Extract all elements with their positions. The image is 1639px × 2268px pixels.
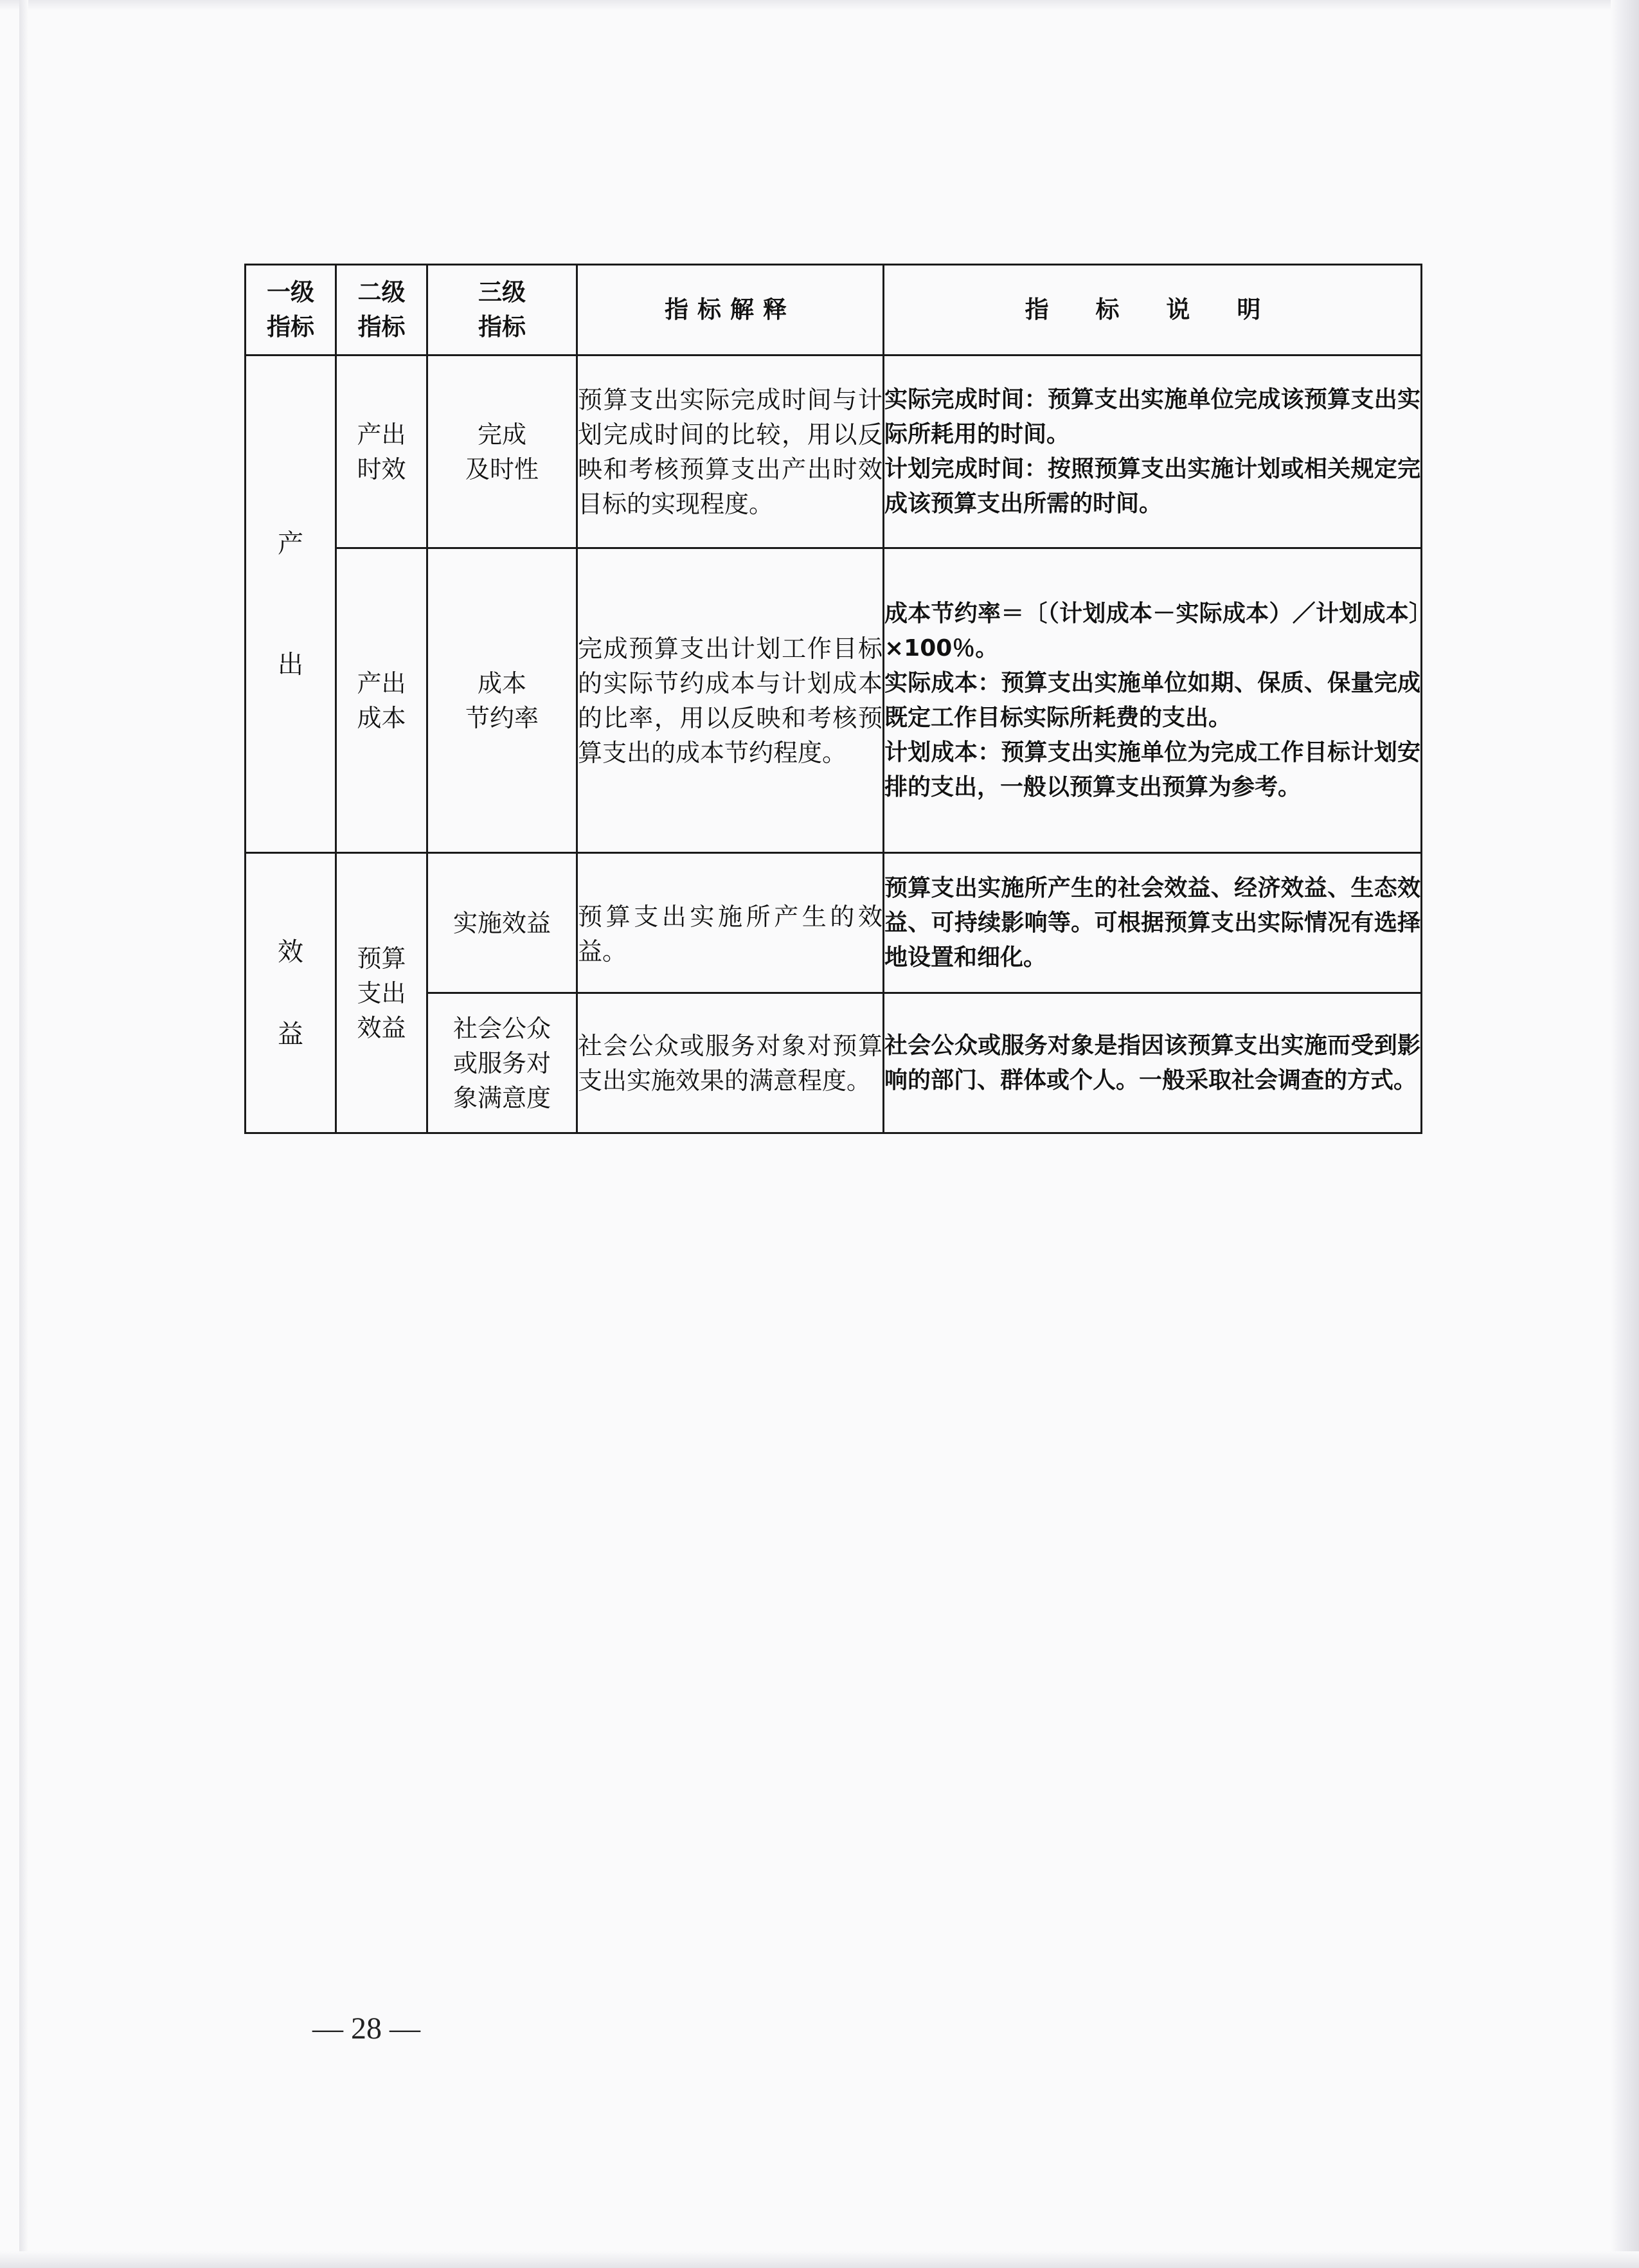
level2-timeliness: 产出 时效 bbox=[336, 356, 427, 548]
table-row-timeliness bbox=[246, 356, 1422, 548]
level3-implementation-benefit: 实施效益 bbox=[427, 853, 577, 993]
table-row-implementation-benefit bbox=[246, 853, 1422, 993]
table-row-cost bbox=[246, 548, 1422, 853]
performance-indicator-table bbox=[244, 264, 1422, 1134]
interpretation-satisfaction: 社会公众或服务对象对预算支出实施效果的满意程度。 bbox=[577, 993, 884, 1133]
explanation-implementation-benefit: 预算支出实施所产生的社会效益、经济效益、生态效益、可持续影响等。可根据预算支出实际情况有选择地设置和细化。 bbox=[884, 853, 1422, 993]
explanation-cost: 成本节约率＝〔（计划成本－实际成本）／计划成本〕×100％。 实际成本：预算支出实施单位如期、保质、保量完成既定工作目标实际所耗费的支出。 计划成本：预算支出实施单位为完成工作目标计划安排的支出，一般以预算支出预算为参考。 bbox=[884, 548, 1422, 853]
level3-satisfaction: 社会公众 或服务对 象满意度 bbox=[427, 993, 577, 1133]
explanation-satisfaction: 社会公众或服务对象是指因该预算支出实施而受到影响的部门、群体或个人。一般采取社会调查的方式。 bbox=[884, 993, 1422, 1133]
explanation-timeliness: 实际完成时间：预算支出实施单位完成该预算支出实际所耗用的时间。 计划完成时间：按照预算支出实施计划或相关规定完成该预算支出所需的时间。 bbox=[884, 356, 1422, 548]
level2-cost: 产出 成本 bbox=[336, 548, 427, 853]
header-level3: 三级 指标 bbox=[427, 265, 577, 356]
interpretation-timeliness: 预算支出实际完成时间与计划完成时间的比较，用以反映和考核预算支出产出时效目标的实现程度。 bbox=[577, 356, 884, 548]
header-row bbox=[246, 265, 1422, 356]
level1-output: 产 出 bbox=[246, 356, 336, 853]
scan-top-edge bbox=[0, 0, 1639, 10]
interpretation-implementation-benefit: 预算支出实施所产生的效益。 bbox=[577, 853, 884, 993]
level3-cost-saving-rate: 成本 节约率 bbox=[427, 548, 577, 853]
level3-completion-timeliness: 完成 及时性 bbox=[427, 356, 577, 548]
scan-bottom-edge bbox=[0, 2251, 1639, 2268]
interpretation-cost: 完成预算支出计划工作目标的实际节约成本与计划成本的比率，用以反映和考核预算支出的成本节约程度。 bbox=[577, 548, 884, 853]
header-level1: 一级 指标 bbox=[246, 265, 336, 356]
scan-right-edge bbox=[1611, 0, 1639, 2268]
header-level2: 二级 指标 bbox=[336, 265, 427, 356]
scan-left-edge bbox=[19, 0, 28, 2268]
level2-budget-benefit: 预算 支出 效益 bbox=[336, 853, 427, 1133]
header-explanation: 指 标 说 明 bbox=[884, 265, 1422, 356]
page-number: — 28 — bbox=[312, 2012, 420, 2046]
level1-benefit: 效 益 bbox=[246, 853, 336, 1133]
header-interpretation: 指标解释 bbox=[577, 265, 884, 356]
